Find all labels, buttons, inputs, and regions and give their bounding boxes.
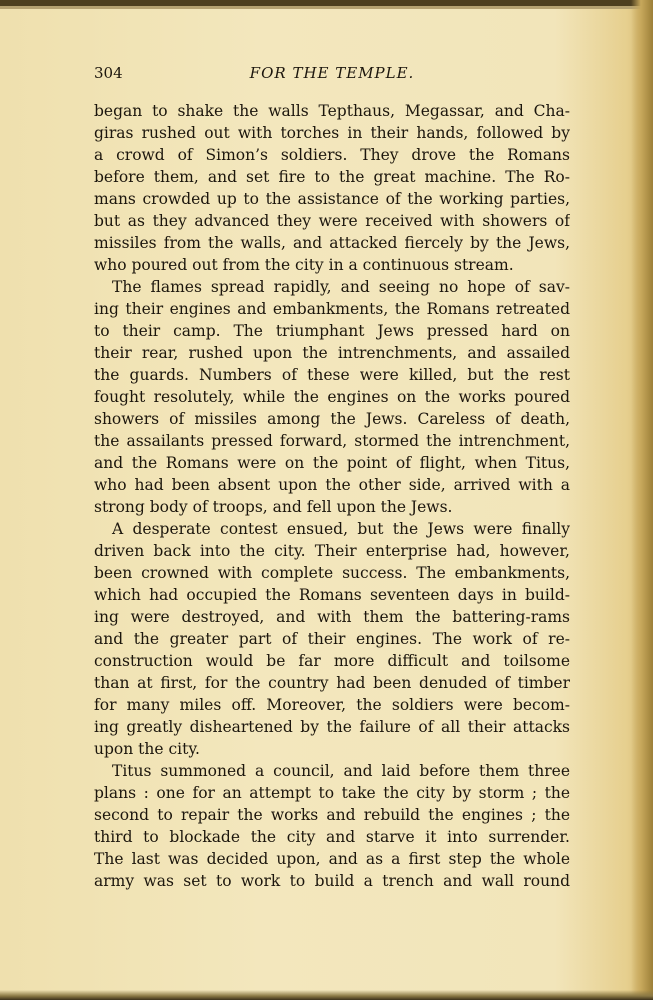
text-line: second to repair the works and rebuild the engines ; the bbox=[94, 806, 570, 824]
text-line: which had occupied the Romans seventeen days in build- bbox=[94, 586, 570, 604]
text-line: their rear, rushed upon the intrenchments, and assailed bbox=[94, 344, 570, 362]
page-top-edge-shadow bbox=[0, 6, 653, 9]
text-line: showers of missiles among the Jews. Careless of death, bbox=[94, 410, 570, 428]
text-line: army was set to work to build a trench and wall round bbox=[94, 872, 570, 890]
text-line: ing their engines and embankments, the Romans retreated bbox=[94, 300, 570, 318]
text-line: fought resolutely, while the engines on the works poured bbox=[94, 388, 570, 406]
text-line: to their camp. The triumphant Jews pressed hard on bbox=[94, 322, 570, 340]
text-line: mans crowded up to the assistance of the working parties, bbox=[94, 190, 570, 208]
text-line: upon the city. bbox=[94, 740, 200, 758]
text-line: ing were destroyed, and with them the battering-rams bbox=[94, 608, 570, 626]
text-line: The flames spread rapidly, and seeing no hope of sav- bbox=[112, 278, 570, 296]
text-line: plans : one for an attempt to take the city by storm ; the bbox=[94, 784, 570, 802]
text-line: the assailants pressed forward, stormed the intrenchment, bbox=[94, 432, 570, 450]
text-line: third to blockade the city and starve it into surrender. bbox=[94, 828, 570, 846]
text-line: a crowd of Simon’s soldiers. They drove the Romans bbox=[94, 146, 570, 164]
text-line: the guards. Numbers of these were killed, but the rest bbox=[94, 366, 570, 384]
text-line: who had been absent upon the other side, arrived with a bbox=[94, 476, 570, 494]
text-line: ing greatly disheartened by the failure of all their attacks bbox=[94, 718, 570, 736]
text-line: The last was decided upon, and as a first step the whole bbox=[94, 850, 570, 868]
page-bottom-edge bbox=[0, 990, 653, 1000]
text-line: than at first, for the country had been denuded of timber bbox=[94, 674, 570, 692]
text-line: Titus summoned a council, and laid before them three bbox=[112, 762, 570, 780]
text-line: and the Romans were on the point of flight, when Titus, bbox=[94, 454, 570, 472]
text-line: for many miles off. Moreover, the soldiers were becom- bbox=[94, 696, 570, 714]
text-line: before them, and set fire to the great machine. The Ro- bbox=[94, 168, 570, 186]
text-line: and the greater part of their engines. The work of re- bbox=[94, 630, 570, 648]
text-line: missiles from the walls, and attacked fiercely by the Jews, bbox=[94, 234, 570, 252]
text-line: who poured out from the city in a continuous stream. bbox=[94, 256, 514, 274]
text-line: but as they advanced they were received with showers of bbox=[94, 212, 570, 230]
text-line: been crowned with complete success. The embankments, bbox=[94, 564, 570, 582]
text-line: strong body of troops, and fell upon the Jews. bbox=[94, 498, 453, 516]
text-line: giras rushed out with torches in their hands, followed by bbox=[94, 124, 570, 142]
page-gutter-shadow bbox=[631, 0, 653, 1000]
page-number: 304 bbox=[94, 64, 123, 82]
text-line: began to shake the walls Tepthaus, Megassar, and Cha- bbox=[94, 102, 570, 120]
text-line: driven back into the city. Their enterprise had, however, bbox=[94, 542, 570, 560]
text-line: A desperate contest ensued, but the Jews were finally bbox=[112, 520, 570, 538]
running-head: FOR THE TEMPLE. bbox=[249, 64, 415, 82]
body-text bbox=[94, 100, 570, 892]
page-header bbox=[94, 64, 570, 86]
text-line: construction would be far more difficult and toilsome bbox=[94, 652, 570, 670]
